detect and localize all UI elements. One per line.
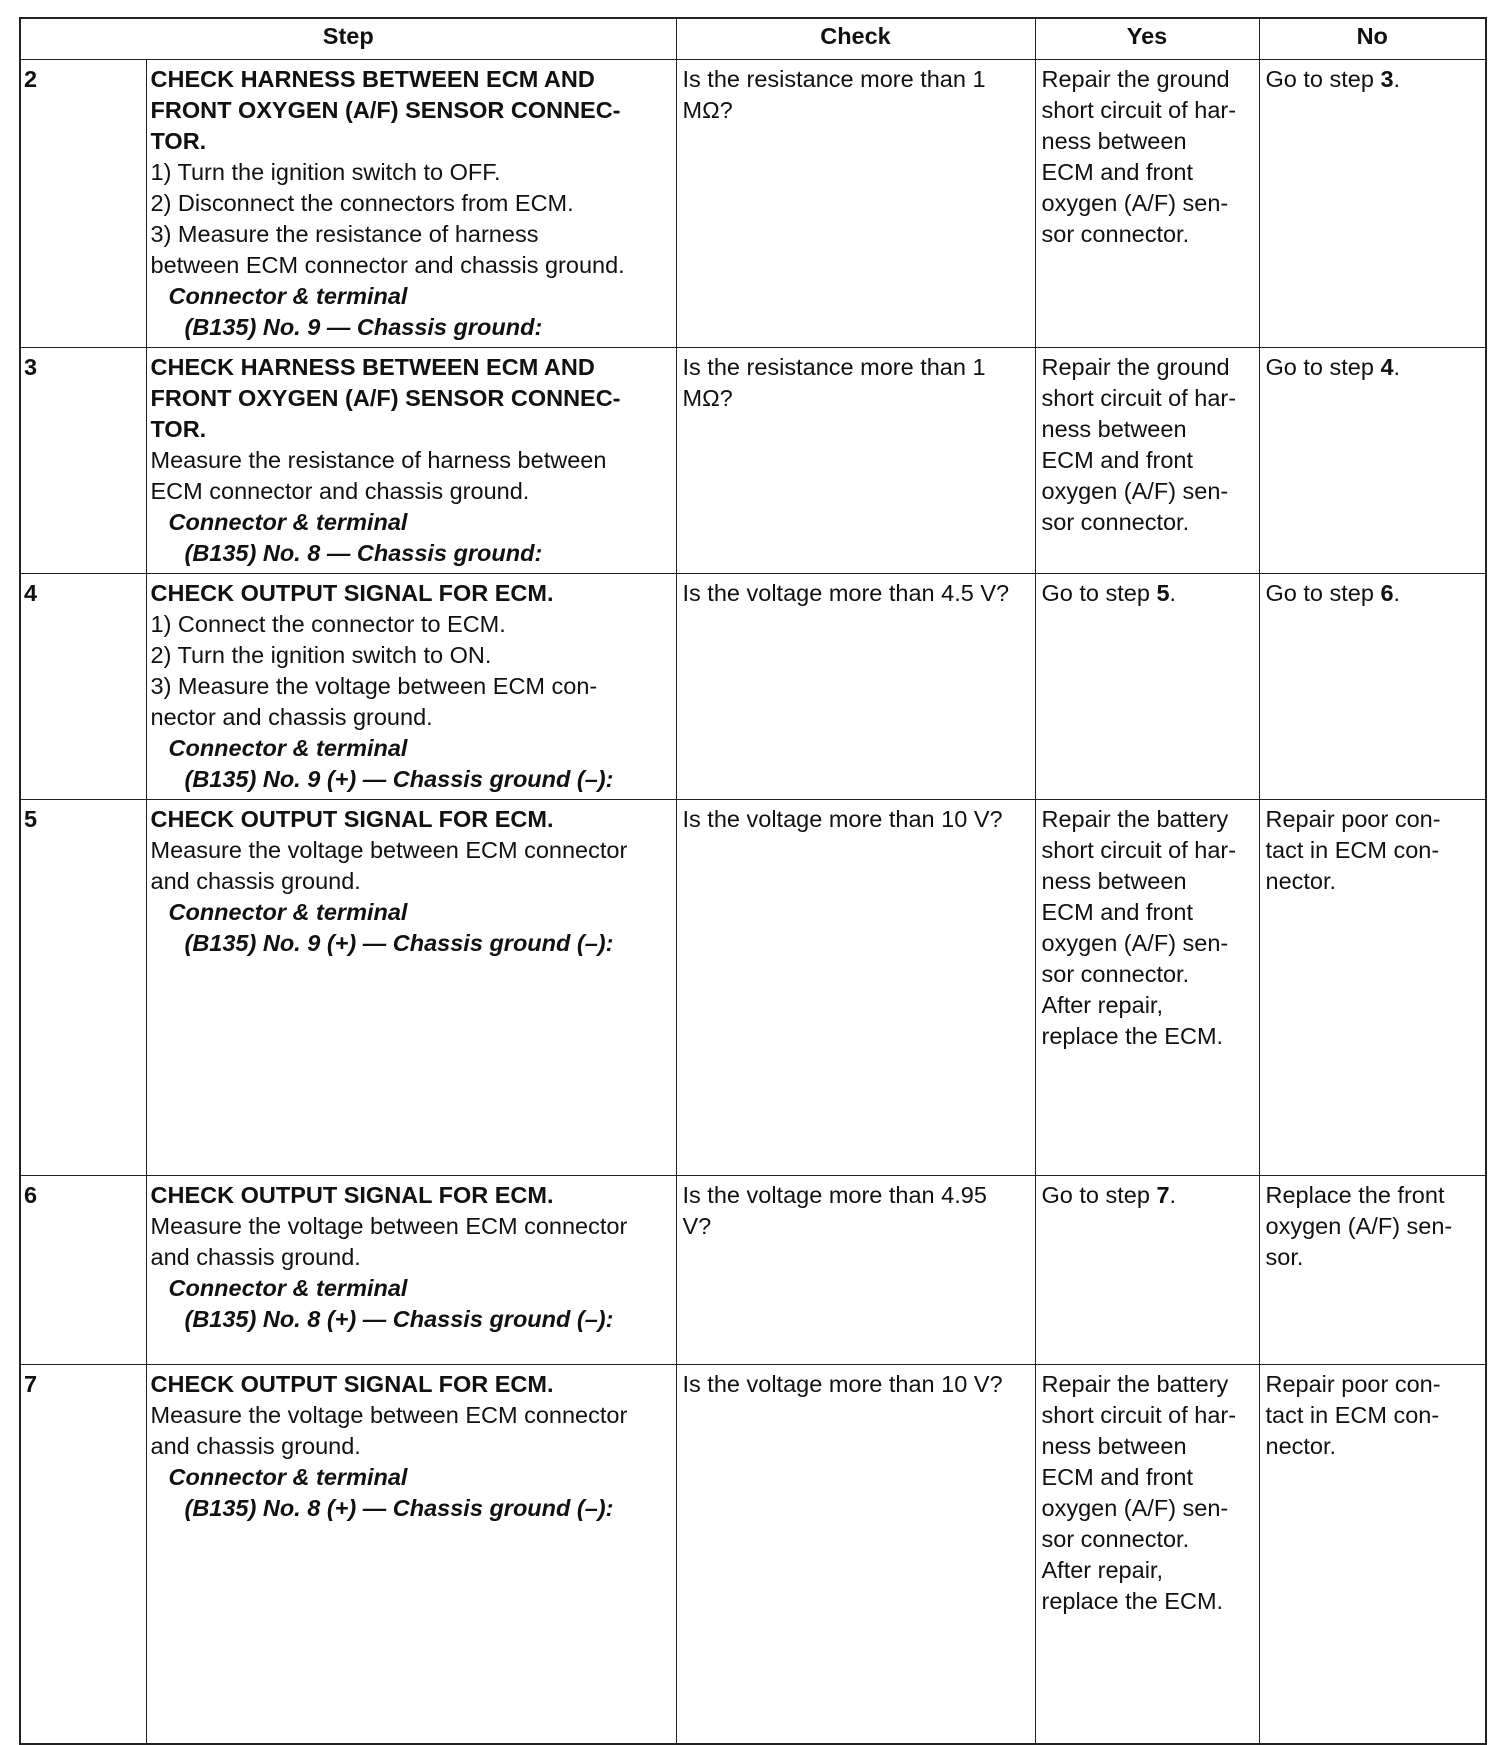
step-description (146, 1365, 676, 1744)
step-title: FRONT OXYGEN (A/F) SENSOR CONNEC- (150, 385, 621, 411)
no-goto-text: Go to step (1265, 580, 1381, 606)
step-instruction: 3) Measure the resistance of harness (150, 221, 539, 247)
step-title: CHECK OUTPUT SIGNAL FOR ECM. (150, 806, 554, 832)
step-instruction: ECM connector and chassis ground. (150, 478, 530, 504)
no-goto-suffix: . (1393, 354, 1401, 380)
no-goto-text: Go to step (1265, 66, 1381, 92)
step-instruction: Measure the voltage between ECM connector (150, 1402, 628, 1428)
terminal-spec: (B135) No. 9 — Chassis ground: (184, 314, 543, 340)
table-row (20, 1176, 1486, 1365)
no-text: oxygen (A/F) sen- (1265, 1213, 1453, 1239)
no-text: Replace the front (1265, 1182, 1445, 1208)
terminal-spec: (B135) No. 8 (+) — Chassis ground (–): (184, 1495, 614, 1521)
no-text: nector. (1265, 1433, 1337, 1459)
check-text: Is the voltage more than 4.95 (682, 1182, 987, 1208)
check-cell (676, 1176, 1035, 1365)
step-description (146, 574, 676, 800)
connector-label: Connector & terminal (168, 1464, 408, 1490)
yes-text: ECM and front (1041, 1464, 1194, 1490)
no-goto-number: 6 (1380, 580, 1394, 606)
no-goto-number: 3 (1380, 66, 1394, 92)
yes-text: replace the ECM. (1041, 1588, 1224, 1614)
step-description (146, 800, 676, 1176)
step-instruction: Measure the resistance of harness between (150, 447, 607, 473)
step-title: CHECK HARNESS BETWEEN ECM AND (150, 354, 595, 380)
step-number: 7 (20, 1365, 146, 1744)
no-goto (1266, 64, 1480, 95)
yes-text: ness between (1041, 1433, 1187, 1459)
yes-text: ECM and front (1041, 447, 1194, 473)
yes-text: oxygen (A/F) sen- (1041, 190, 1229, 216)
yes-text: sor connector. (1041, 1526, 1190, 1552)
header-yes: Yes (1035, 18, 1259, 60)
yes-text: ness between (1041, 416, 1187, 442)
header-step: Step (20, 18, 676, 60)
table-row (20, 800, 1486, 1176)
no-text: tact in ECM con- (1265, 837, 1440, 863)
yes-cell (1035, 60, 1259, 348)
step-instruction: 1) Turn the ignition switch to OFF. (150, 159, 501, 185)
header-row (20, 18, 1486, 60)
step-instruction: and chassis ground. (150, 1244, 361, 1270)
check-cell (676, 348, 1035, 574)
yes-text: replace the ECM. (1041, 1023, 1224, 1049)
step-instruction: 2) Turn the ignition switch to ON. (150, 642, 492, 668)
yes-text: short circuit of har- (1041, 1402, 1237, 1428)
check-text: Is the voltage more than 10 V? (682, 1371, 1003, 1397)
no-text: tact in ECM con- (1265, 1402, 1440, 1428)
yes-text: Repair the ground (1041, 354, 1230, 380)
terminal-spec: (B135) No. 8 (+) — Chassis ground (–): (184, 1306, 614, 1332)
yes-text: ECM and front (1041, 159, 1194, 185)
connector-label: Connector & terminal (168, 1275, 408, 1301)
yes-goto (1042, 578, 1253, 609)
step-instruction: 2) Disconnect the connectors from ECM. (150, 190, 574, 216)
terminal-spec: (B135) No. 9 (+) — Chassis ground (–): (184, 766, 614, 792)
header-check: Check (676, 18, 1035, 60)
step-instruction: 1) Connect the connector to ECM. (150, 611, 506, 637)
no-goto (1266, 352, 1480, 383)
check-cell (676, 800, 1035, 1176)
yes-text: Repair the battery (1041, 1371, 1229, 1397)
step-number: 5 (20, 800, 146, 1176)
no-cell (1259, 800, 1486, 1176)
check-text: MΩ? (682, 385, 733, 411)
check-text: Is the resistance more than 1 (682, 354, 986, 380)
step-instruction: nector and chassis ground. (150, 704, 433, 730)
step-number: 4 (20, 574, 146, 800)
yes-text: sor connector. (1041, 509, 1190, 535)
step-instruction: Measure the voltage between ECM connector (150, 837, 628, 863)
yes-text: After repair, (1041, 992, 1163, 1018)
no-goto-suffix: . (1393, 580, 1401, 606)
no-cell (1259, 348, 1486, 574)
check-text: MΩ? (682, 97, 733, 123)
step-title: TOR. (150, 416, 207, 442)
step-description (146, 60, 676, 348)
yes-text: sor connector. (1041, 961, 1190, 987)
yes-text: Repair the battery (1041, 806, 1229, 832)
step-instruction: Measure the voltage between ECM connector (150, 1213, 628, 1239)
yes-text: short circuit of har- (1041, 837, 1237, 863)
yes-text: oxygen (A/F) sen- (1041, 478, 1229, 504)
diagnostic-procedure (19, 17, 1487, 1745)
no-text: sor. (1265, 1244, 1304, 1270)
no-text: Repair poor con- (1265, 806, 1441, 832)
connector-label: Connector & terminal (168, 283, 408, 309)
check-cell (676, 574, 1035, 800)
check-text: Is the voltage more than 10 V? (682, 806, 1003, 832)
step-title: CHECK OUTPUT SIGNAL FOR ECM. (150, 1182, 554, 1208)
step-instruction: and chassis ground. (150, 1433, 361, 1459)
no-goto-number: 4 (1380, 354, 1394, 380)
step-instruction: and chassis ground. (150, 868, 361, 894)
no-goto-text: Go to step (1265, 354, 1381, 380)
step-title: TOR. (150, 128, 207, 154)
check-text: Is the voltage more than 4.5 V? (682, 580, 1010, 606)
yes-text: short circuit of har- (1041, 385, 1237, 411)
step-instruction: between ECM connector and chassis ground. (150, 252, 625, 278)
check-text: Is the resistance more than 1 (682, 66, 986, 92)
step-number: 6 (20, 1176, 146, 1365)
yes-goto-text: Go to step (1041, 580, 1157, 606)
no-goto (1266, 578, 1480, 609)
step-number: 2 (20, 60, 146, 348)
yes-text: After repair, (1041, 1557, 1163, 1583)
step-description (146, 348, 676, 574)
no-text: Repair poor con- (1265, 1371, 1441, 1397)
yes-text: oxygen (A/F) sen- (1041, 930, 1229, 956)
yes-cell (1035, 348, 1259, 574)
yes-text: short circuit of har- (1041, 97, 1237, 123)
check-cell (676, 60, 1035, 348)
table-row (20, 1365, 1486, 1744)
yes-goto (1042, 1180, 1253, 1211)
yes-goto-text: Go to step (1041, 1182, 1157, 1208)
step-number: 3 (20, 348, 146, 574)
yes-goto-number: 7 (1156, 1182, 1170, 1208)
step-title: CHECK OUTPUT SIGNAL FOR ECM. (150, 580, 554, 606)
terminal-spec: (B135) No. 9 (+) — Chassis ground (–): (184, 930, 614, 956)
yes-cell (1035, 574, 1259, 800)
no-cell (1259, 1365, 1486, 1744)
no-goto-suffix: . (1393, 66, 1401, 92)
header-no: No (1259, 18, 1486, 60)
yes-text: ness between (1041, 868, 1187, 894)
step-title: CHECK HARNESS BETWEEN ECM AND (150, 66, 595, 92)
no-cell (1259, 1176, 1486, 1365)
diagnostic-table (19, 17, 1487, 1745)
table-row (20, 60, 1486, 348)
table-row (20, 348, 1486, 574)
check-text: V? (682, 1213, 712, 1239)
connector-label: Connector & terminal (168, 735, 408, 761)
terminal-spec: (B135) No. 8 — Chassis ground: (184, 540, 543, 566)
table-row (20, 574, 1486, 800)
yes-text: ness between (1041, 128, 1187, 154)
yes-cell (1035, 800, 1259, 1176)
no-cell (1259, 574, 1486, 800)
yes-cell (1035, 1365, 1259, 1744)
yes-goto-suffix: . (1169, 1182, 1177, 1208)
connector-label: Connector & terminal (168, 899, 408, 925)
step-description (146, 1176, 676, 1365)
yes-goto-number: 5 (1156, 580, 1170, 606)
yes-text: Repair the ground (1041, 66, 1230, 92)
step-title: FRONT OXYGEN (A/F) SENSOR CONNEC- (150, 97, 621, 123)
yes-text: ECM and front (1041, 899, 1194, 925)
step-title: CHECK OUTPUT SIGNAL FOR ECM. (150, 1371, 554, 1397)
check-cell (676, 1365, 1035, 1744)
no-cell (1259, 60, 1486, 348)
yes-text: oxygen (A/F) sen- (1041, 1495, 1229, 1521)
yes-goto-suffix: . (1169, 580, 1177, 606)
no-text: nector. (1265, 868, 1337, 894)
yes-cell (1035, 1176, 1259, 1365)
connector-label: Connector & terminal (168, 509, 408, 535)
yes-text: sor connector. (1041, 221, 1190, 247)
step-instruction: 3) Measure the voltage between ECM con- (150, 673, 598, 699)
